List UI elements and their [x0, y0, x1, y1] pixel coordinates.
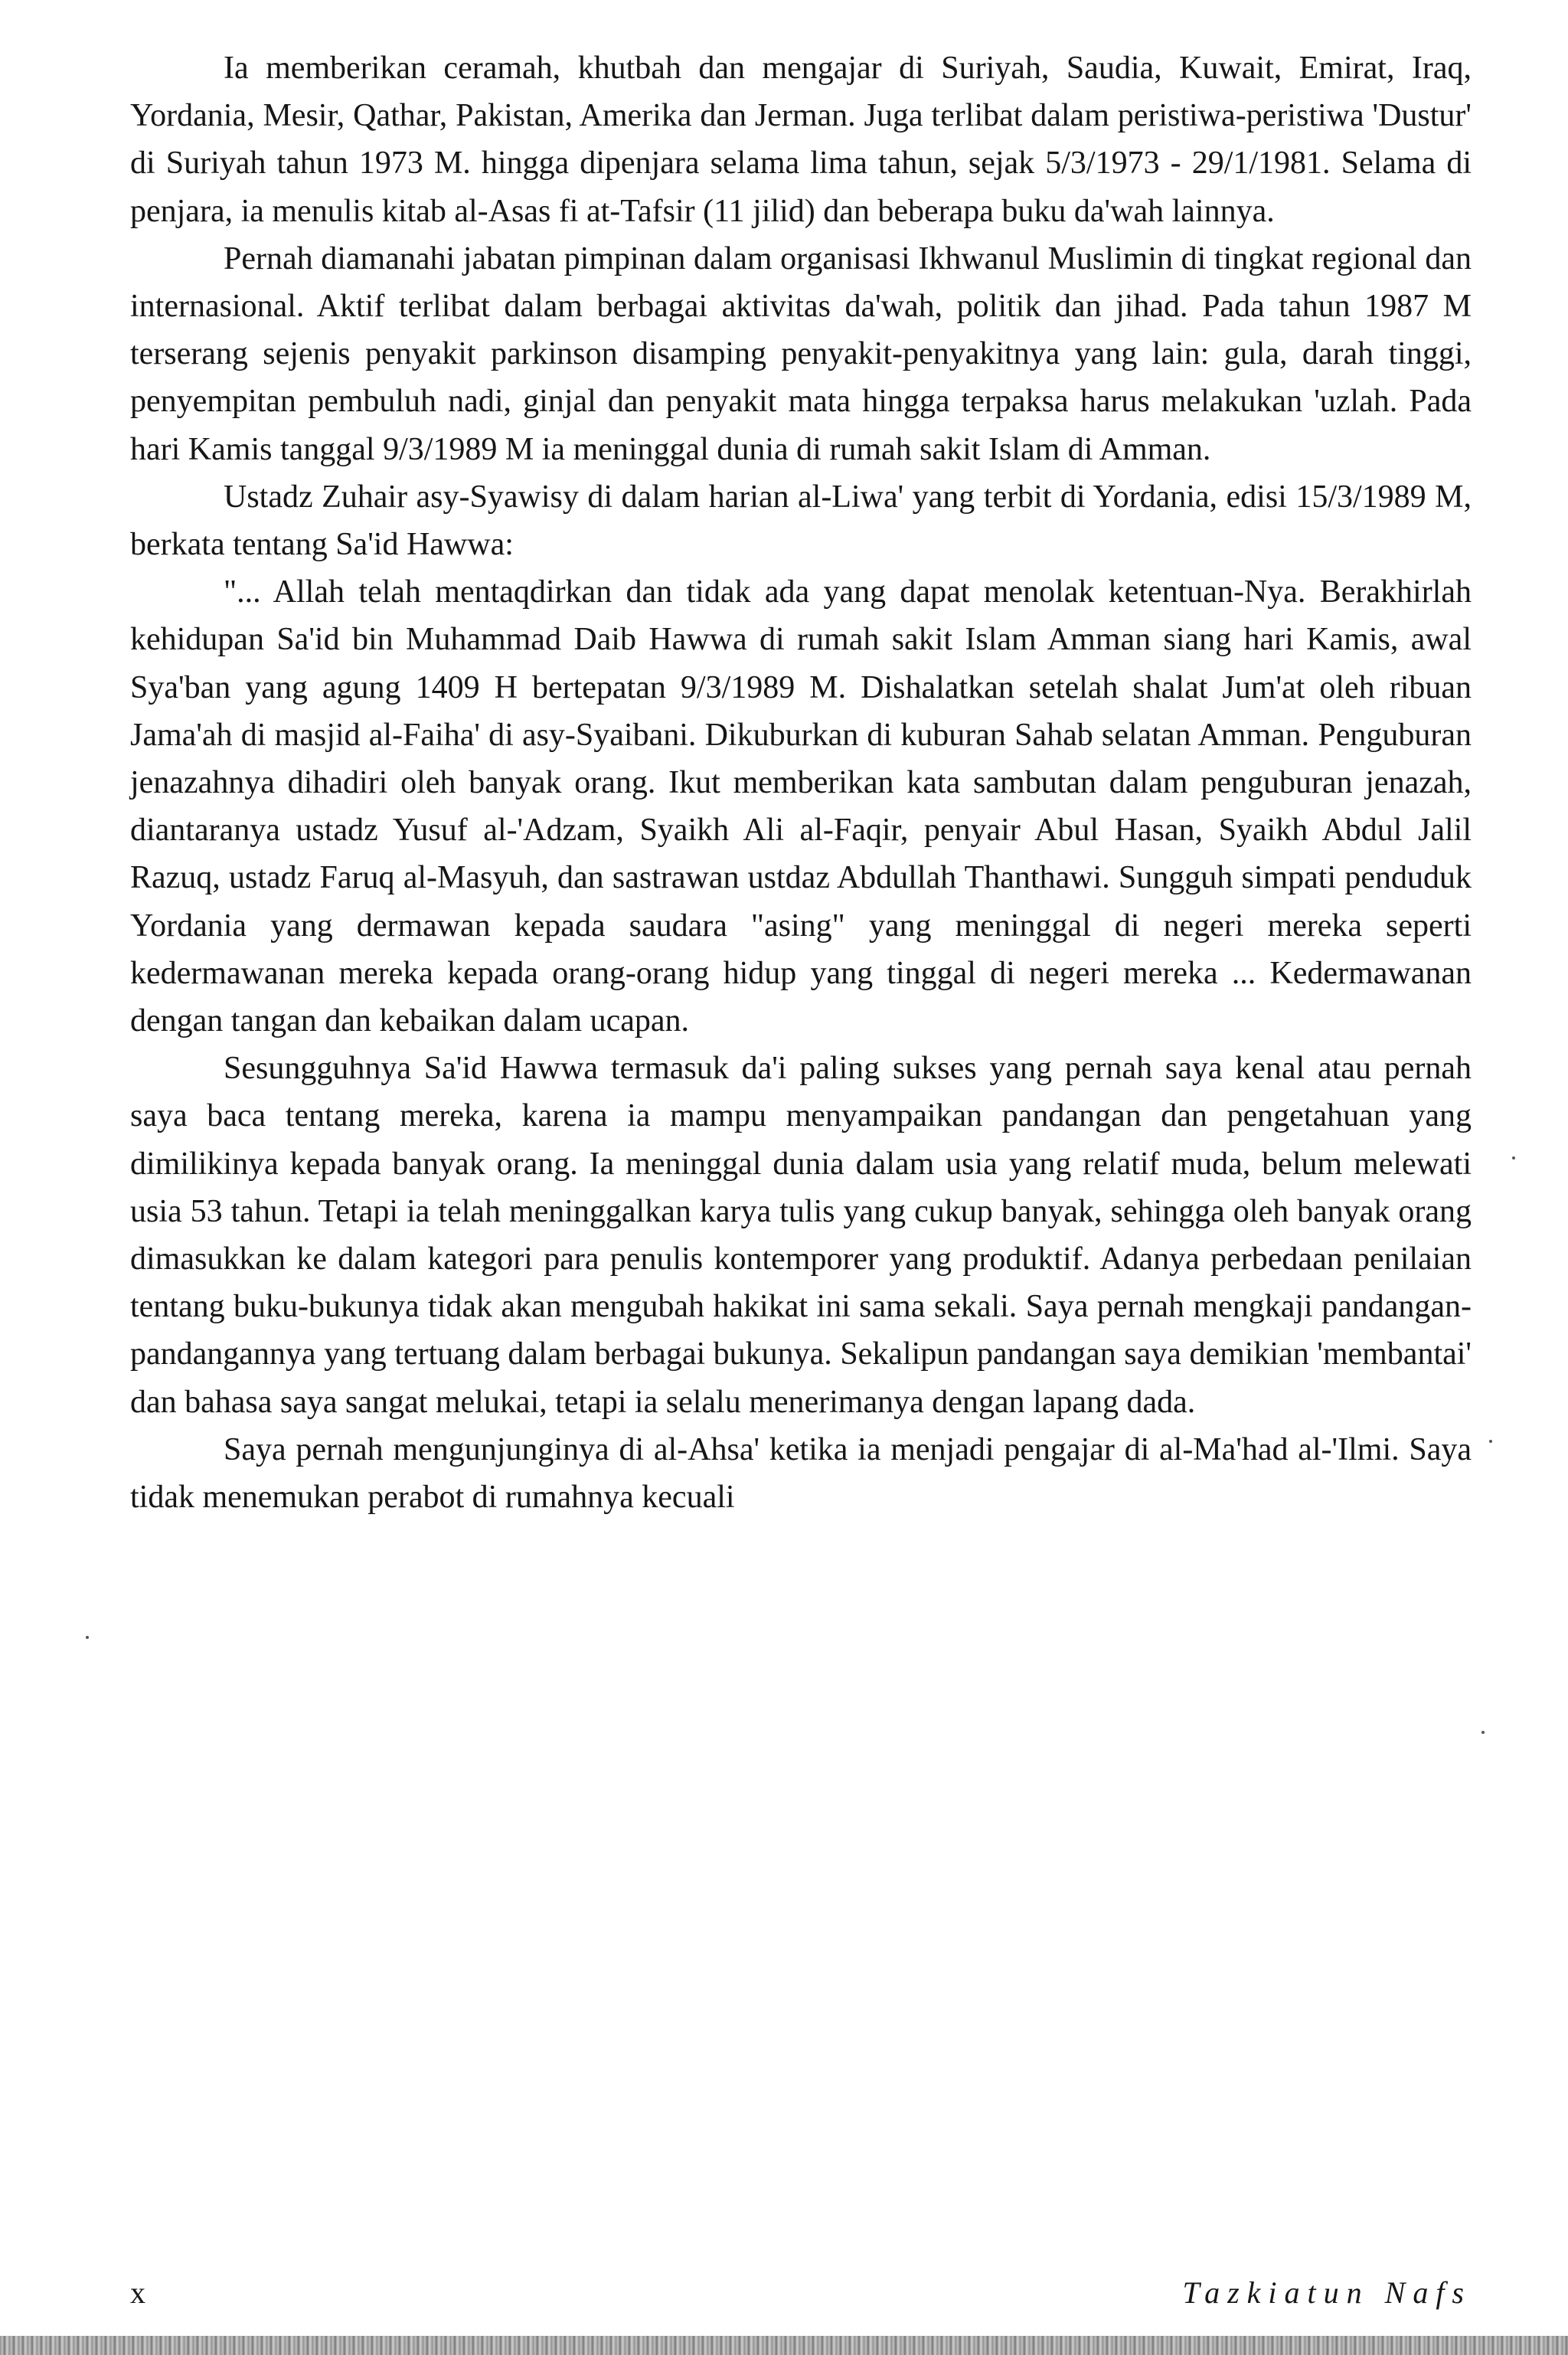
scan-speck [1512, 1156, 1515, 1160]
page-number: x [130, 2275, 145, 2310]
body-text [130, 44, 1472, 1521]
scan-edge-noise [0, 2336, 1568, 2355]
quote-paragraph: "... Allah telah mentaqdirkan dan tidak ada yang dapat menolak ketentuan-Nya. Berakhirlah kehidupan Sa'id bin Muhammad Daib Hawwa di rumah sakit Islam Amman siang hari Kamis, awal Sya'ban yang agung 1409 H bertepatan 9/3/1989 M. Dishalatkan setelah shalat Jum'at oleh ribuan Jama'ah di masjid al-Faiha' di asy-Syaibani. Dikuburkan di kuburan Sahab selatan Amman. Penguburan jenazahnya dihadiri oleh banyak orang. Ikut memberikan kata sambutan dalam penguburan jenazah, diantaranya ustadz Yusuf al-'Adzam, Syaikh Ali al-Faqir, penyair Abul Hasan, Syaikh Abdul Jalil Razuq, ustadz Faruq al-Masyuh, dan sastrawan ustdaz Abdullah Thanthawi. Sungguh simpati penduduk Yordania yang dermawan kepada saudara "asing" yang meninggal di negeri mereka seperti kedermawanan mereka kepada orang-orang hidup yang tinggal di negeri mereka ... Kedermawanan dengan tangan dan kebaikan dalam ucapan. [130, 574, 1472, 1039]
running-title: Tazkiatun Nafs [1182, 2275, 1472, 2310]
scan-speck [1481, 1731, 1485, 1734]
paragraph-3: Ustadz Zuhair asy-Syawisy di dalam harian al-Liwa' yang terbit di Yordania, edisi 15/3/1989 M, berkata tentang Sa'id Hawwa: [130, 479, 1472, 563]
paragraph-2: Pernah diamanahi jabatan pimpinan dalam organisasi Ikhwanul Muslimin di tingkat regional dan internasional. Aktif terlibat dalam berbagai aktivitas da'wah, politik dan jihad. Pada tahun 1987 M terserang sejenis penyakit parkinson disamping penyakit-penyakitnya yang lain: gula, darah tinggi, penyempitan pembuluh nadi, ginjal dan penyakit mata hingga terpaksa harus melakukan 'uzlah. Pada hari Kamis tanggal 9/3/1989 M ia meninggal dunia di rumah sakit Islam di Amman. [130, 240, 1472, 467]
page-footer [130, 2275, 1472, 2321]
scan-speck [1489, 1440, 1492, 1443]
paragraph-1: Ia memberikan ceramah, khutbah dan mengajar di Suriyah, Saudia, Kuwait, Emirat, Iraq, Yordania, Mesir, Qathar, Pakistan, Amerika dan Jerman. Juga terlibat dalam peristiwa-peristiwa 'Dustur' di Suriyah tahun 1973 M. hingga dipenjara selama lima tahun, sejak 5/3/1973 - 29/1/1981. Selama di penjara, ia menulis kitab al-Asas fi at-Tafsir (11 jilid) dan beberapa buku da'wah lainnya. [130, 51, 1472, 229]
paragraph-6: Saya pernah mengunjunginya di al-Ahsa' ketika ia menjadi pengajar di al-Ma'had al-'Ilmi. Saya tidak menemukan perabot di rumahnya kecuali [130, 1431, 1472, 1516]
scan-speck [86, 1636, 89, 1639]
paragraph-5: Sesungguhnya Sa'id Hawwa termasuk da'i paling sukses yang pernah saya kenal atau pernah saya baca tentang mereka, karena ia mampu menyampaikan pandangan dan pengetahuan yang dimilikinya kepada banyak orang. Ia meninggal dunia dalam usia yang relatif muda, belum melewati usia 53 tahun. Tetapi ia telah meninggalkan karya tulis yang cukup banyak, sehingga oleh banyak orang dimasukkan ke dalam kategori para penulis kontemporer yang produktif. Adanya perbedaan penilaian tentang buku-bukunya tidak akan mengubah hakikat ini sama sekali. Saya pernah mengkaji pandangan-pandangannya yang tertuang dalam berbagai bukunya. Sekalipun pandangan saya demikian 'membantai' dan bahasa saya sangat melukai, tetapi ia selalu menerimanya dengan lapang dada. [130, 1051, 1472, 1420]
